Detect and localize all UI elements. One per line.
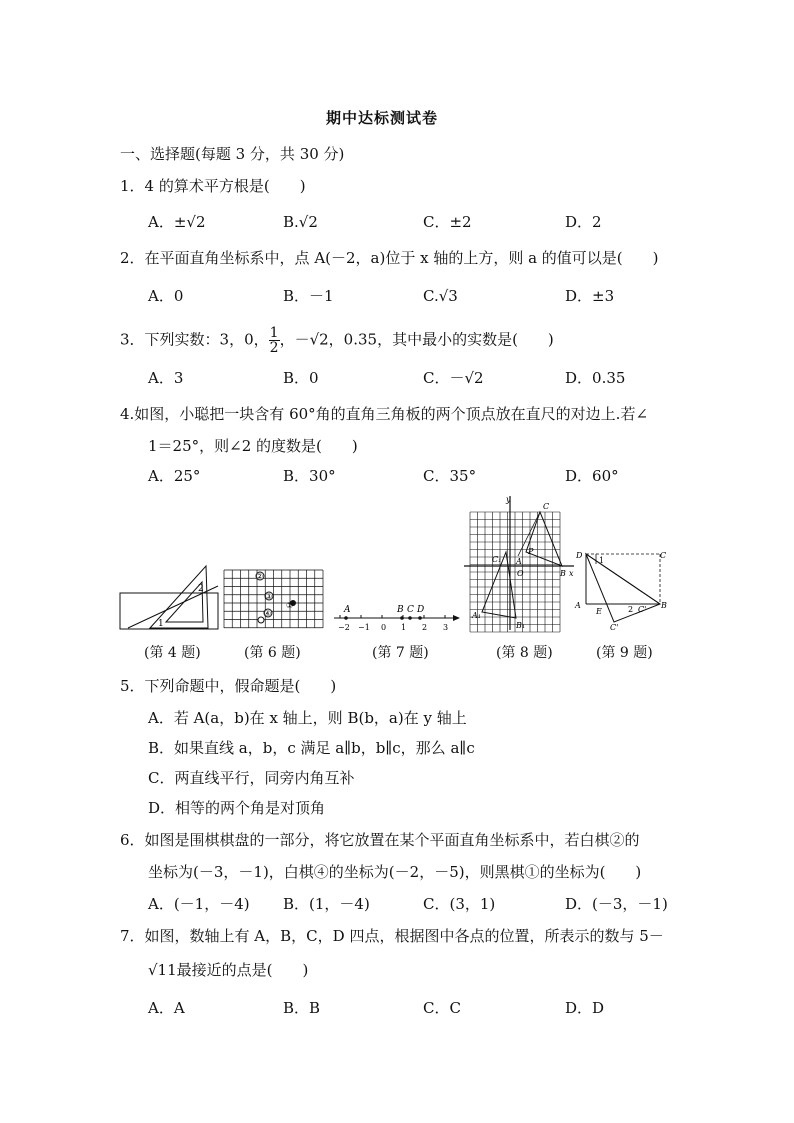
q3-stem <box>120 326 554 355</box>
fig8-caption: (第 8 题) <box>496 645 553 661</box>
q6-line1: 6．如图是围棋棋盘的一部分，将它放置在某个平面直角坐标系中，若白棋②的 <box>120 831 640 849</box>
fig7-label-b: B <box>397 605 404 615</box>
fig7-label-d: D <box>417 605 425 615</box>
page-title: 期中达标测试卷 <box>326 109 439 127</box>
q6-option-a[interactable]: A．(－1，－4) <box>148 895 250 913</box>
fig4-label-1: 1 <box>158 619 164 629</box>
q7-option-d[interactable]: D．D <box>565 999 605 1017</box>
fig9-label-c-prime-inner: C' <box>638 605 647 614</box>
fig8-label-y: y <box>506 495 511 504</box>
fig9-label-e: E <box>596 607 602 616</box>
q4-option-a[interactable]: A．25° <box>148 467 201 485</box>
q1-option-c[interactable]: C．±2 <box>423 213 472 231</box>
fig6-label-4: ④ <box>264 609 272 618</box>
q1-option-d[interactable]: D．2 <box>565 213 602 231</box>
figure-9 <box>572 546 676 632</box>
fig9-label-1: 1 <box>599 556 605 565</box>
q1-option-b[interactable]: B.√2 <box>283 213 318 231</box>
q7-option-c[interactable]: C．C <box>423 999 461 1017</box>
q6-line2: 坐标为(－3，－1)，白棋④的坐标为(－2，－5)，则黑棋①的坐标为( ) <box>148 863 642 881</box>
q3-frac-num: 1 <box>269 325 279 341</box>
fig7-tick-2: 2 <box>422 623 428 632</box>
q2-option-c[interactable]: C.√3 <box>423 287 458 305</box>
fig9-label-a: A <box>575 601 581 610</box>
fig8-label-a: A <box>516 557 522 566</box>
fig4-caption: (第 4 题) <box>144 645 201 661</box>
q7-option-b[interactable]: B．B <box>283 999 321 1017</box>
fig8-label-b1: B₁ <box>516 621 526 630</box>
fig6-caption: (第 6 题) <box>244 645 301 661</box>
q3-option-b[interactable]: B．0 <box>283 369 319 387</box>
fig6-label-1: ① <box>286 601 294 610</box>
white-stone <box>258 617 264 623</box>
fig8-label-x: x <box>569 569 574 578</box>
fig7-label-a: A <box>344 605 351 615</box>
figure-6 <box>222 568 326 630</box>
q4-option-b[interactable]: B．30° <box>283 467 336 485</box>
q7-option-a[interactable]: A．A <box>148 999 185 1017</box>
point-a <box>344 616 348 620</box>
q6-option-c[interactable]: C．(3，1) <box>423 895 496 913</box>
q7-line2: √11最接近的点是( ) <box>148 961 309 979</box>
q6-option-d[interactable]: D．(－3，－1) <box>565 895 668 913</box>
figure-4 <box>118 560 220 632</box>
q5-option-c[interactable]: C．两直线平行，同旁内角互补 <box>148 769 355 787</box>
point-d <box>418 616 422 620</box>
q5-stem: 5．下列命题中，假命题是( ) <box>120 677 337 695</box>
q3-option-a[interactable]: A．3 <box>148 369 184 387</box>
fig9-label-c: C <box>660 551 667 560</box>
fig8-label-b: B <box>560 569 566 578</box>
fig7-tick-0: 0 <box>381 623 387 632</box>
q1-stem: 1．4 的算术平方根是( ) <box>120 177 306 195</box>
fig7-caption: (第 7 题) <box>372 645 429 661</box>
q4-line1: 4.如图，小聪把一块含有 60°角的直角三角板的两个顶点放在直尺的对边上.若∠ <box>120 405 649 423</box>
q3-option-c[interactable]: C．－√2 <box>423 369 484 387</box>
q3-option-d[interactable]: D．0.35 <box>565 369 626 387</box>
q2-option-d[interactable]: D．±3 <box>565 287 615 305</box>
q3-stem-post: ，－√2，0.35，其中最小的实数是( ) <box>279 330 554 349</box>
fig7-tick-neg2: −2 <box>338 623 350 632</box>
fig9-caption: (第 9 题) <box>596 645 653 661</box>
q4-option-c[interactable]: C．35° <box>423 467 477 485</box>
q5-option-a[interactable]: A．若 A(a，b)在 x 轴上，则 B(b，a)在 y 轴上 <box>148 709 467 727</box>
fig8-label-p: P <box>528 547 534 556</box>
fig7-tick-1: 1 <box>401 623 407 632</box>
figure-7 <box>332 600 462 632</box>
q3-frac-den: 2 <box>269 340 279 356</box>
q7-line1: 7．如图，数轴上有 A，B，C，D 四点，根据图中各点的位置，所表示的数与 5－ <box>120 927 664 945</box>
fig7-tick-neg1: −1 <box>358 623 370 632</box>
q2-option-b[interactable]: B．－1 <box>283 287 334 305</box>
fig6-label-2: ② <box>256 572 264 581</box>
fig9-label-c-prime: C' <box>610 623 619 632</box>
fig7-tick-3: 3 <box>443 623 449 632</box>
figure-8 <box>462 494 578 634</box>
fig9-label-2: 2 <box>628 605 634 614</box>
q2-stem: 2．在平面直角坐标系中，点 A(－2，a)位于 x 轴的上方，则 a 的值可以是( ) <box>120 249 659 267</box>
q4-line2: 1＝25°，则∠2 的度数是( ) <box>148 437 358 455</box>
fig4-label-2: 2 <box>198 584 204 594</box>
fig6-label-3: ③ <box>265 592 273 601</box>
q2-option-a[interactable]: A．0 <box>148 287 184 305</box>
fig8-label-c1: C₁ <box>492 555 502 564</box>
q6-option-b[interactable]: B．(1，－4) <box>283 895 370 913</box>
section-heading: 一、选择题(每题 3 分，共 30 分) <box>120 145 345 163</box>
point-b <box>400 616 404 620</box>
q3-fraction <box>269 326 280 355</box>
q1-option-a[interactable]: A．±√2 <box>148 213 206 231</box>
q3-stem-pre: 3．下列实数：3，0， <box>120 330 269 349</box>
q5-option-b[interactable]: B．如果直线 a，b，c 满足 a∥b，b∥c，那么 a∥c <box>148 739 475 757</box>
fig8-label-a1: A₁ <box>472 611 481 620</box>
fig9-label-b: B <box>661 601 667 610</box>
fig7-label-c: C <box>407 605 414 615</box>
q4-option-d[interactable]: D．60° <box>565 467 619 485</box>
point-c <box>408 616 412 620</box>
fig8-label-c: C <box>543 502 550 511</box>
fig8-label-o: O <box>517 569 524 578</box>
fig9-label-d: D <box>576 551 583 560</box>
q5-option-d[interactable]: D．相等的两个角是对顶角 <box>148 799 326 817</box>
